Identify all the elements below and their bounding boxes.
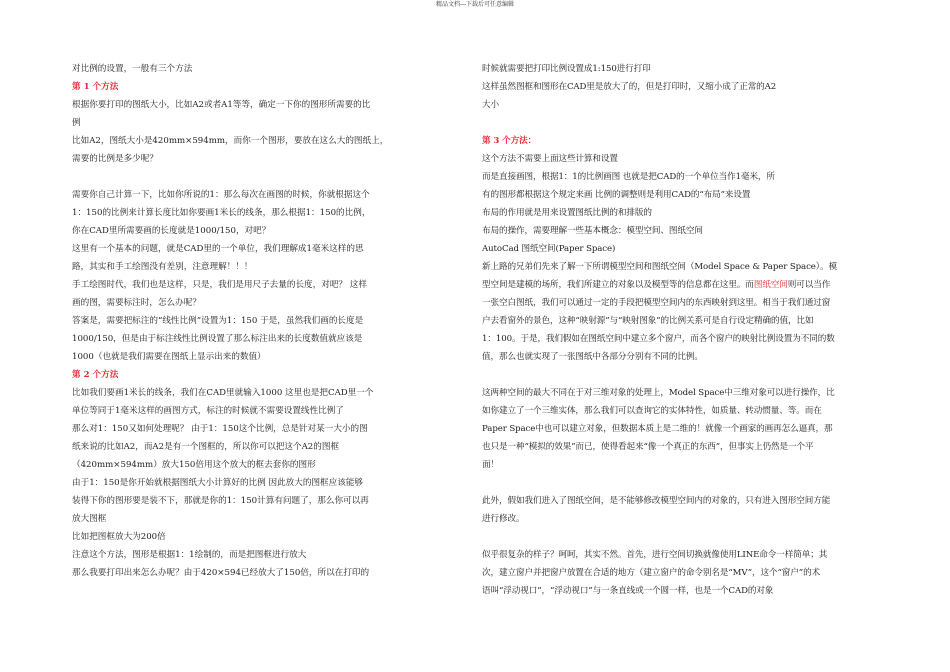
paragraph-line: 比如把图框放大为200倍 xyxy=(72,532,166,542)
paragraph-line: 一张空白图纸，我们可以通过一定的手段把模型空间内的东西映射到这里。相当于我们通过窗 xyxy=(482,298,831,308)
intro-line: 对比例的设置，一般有三个方法 xyxy=(72,64,193,74)
paragraph-line: 比如A2，图纸大小是420mm×594mm，而你一个图形，要放在这么大的图纸上， xyxy=(72,136,389,146)
paragraph-line: 1：150的比例来计算长度比如你要画1米长的线条，那么根据1：150的比例， xyxy=(72,208,371,218)
paragraph-line: 时候就需要把打印比例设置成1:150进行打印 xyxy=(482,64,651,74)
paragraph-line: 面！ xyxy=(482,460,499,470)
left-column xyxy=(72,60,412,582)
paragraph-line: 这样虽然图框和图形在CAD里是放大了的，但是打印时，又缩小成了正常的A2 xyxy=(482,82,777,92)
paragraph-line: 布局的作用就是用来设置图纸比例的和排版的 xyxy=(482,208,652,218)
paragraph-line: 新上路的兄弟们先来了解一下所谓模型空间和图纸空间（Model Space & Paper Space）。模 xyxy=(482,262,837,272)
right-column xyxy=(482,60,877,600)
paragraph-line xyxy=(482,276,877,294)
paragraph-line: 需要你自己计算一下，比如你所说的1：那么每次在画图的时候，你就根据这个 xyxy=(72,190,370,200)
paragraph-line: 1：100。于是，我们假如在图纸空间中建立多个窗户，而各个窗户的映射比例设置为不同的数 xyxy=(482,334,835,344)
paragraph-line: 1000（也就是我们需要在图纸上显示出来的数值） xyxy=(72,352,266,362)
paragraph-line: 那么我要打印出来怎么办呢？由于420×594已经放大了150倍，所以在打印的 xyxy=(72,568,370,578)
paragraph-line: 也只是一种“模拟的效果”而已，使得看起来“像一个真正的东西”，但事实上仍然是一个平 xyxy=(482,442,814,452)
paragraph-line: 有的图形都根据这个规定来画 比例的调整则是利用CAD的“布局”来设置 xyxy=(482,190,751,200)
text-segment: 型空间是建模的场所，我们所建立的对象以及模型等的信息都在这里。而 xyxy=(482,280,754,290)
paragraph-line: 纸来说的比如A2，而A2是有一个图框的，所以你可以把这个A2的图框 xyxy=(72,442,340,452)
paragraph-line: 根据你要打印的图纸大小，比如A2或者A1等等，确定一下你的图形所需要的比 xyxy=(72,100,371,110)
paragraph-line: 这里有一个基本的问题，就是CAD里的一个单位，我们理解成1毫米这样的思 xyxy=(72,244,364,254)
paragraph-line: 大小 xyxy=(482,100,499,110)
paragraph-line: 路，其实和手工绘图没有差别，注意理解！！！ xyxy=(72,262,253,272)
paragraph-line: 1000/150，但是由于标注线性比例设置了那么标注出来的长度数值就应该是 xyxy=(72,334,363,344)
paragraph-line: 值，那么也就实现了一张图纸中各部分分别有不同的比例。 xyxy=(482,352,703,362)
method-3-heading: 第 3 个方法： xyxy=(482,136,537,146)
paragraph-line: 户去看窗外的景色，这种“映射源”与“映射图象”的比例关系可是自行设定精确的值，比如 xyxy=(482,316,814,326)
paragraph-line: 比如我们要画1米长的线条，我们在CAD里就输入1000 这里也是把CAD里一个 xyxy=(72,388,374,398)
paragraph-line: 进行修改。 xyxy=(482,514,525,524)
paragraph-line: 此外，假如我们进入了图纸空间，是不能够修改模型空间内的对象的，只有进入图形空间方能 xyxy=(482,496,831,506)
paragraph-line: AutoCad 图纸空间(Paper Space) xyxy=(482,244,616,254)
paragraph-line: 放大图框 xyxy=(72,514,107,524)
paragraph-line: 注意这个方法，图形是根据1：1绘制的，而是把图框进行放大 xyxy=(72,550,307,560)
text-segment: 则可以当作 xyxy=(787,280,831,290)
method-1-heading: 第 1 个方法 xyxy=(72,82,119,92)
paragraph-line: 语叫“浮动视口”，“浮动视口”与一条直线或一个圆一样，也是一个CAD的对象 xyxy=(482,586,774,596)
paragraph-line: 如你建立了一个三维实体，那么我们可以查询它的实体特性，如质量、转动惯量、等。而在 xyxy=(482,406,822,416)
paper-space-highlight: 图纸空间 xyxy=(753,280,788,290)
paragraph-line: 这两种空间的最大不同在于对三维对象的处理上，Model Space中三维对象可以进行操作，比 xyxy=(482,388,835,398)
paragraph-line: 单位等同于1毫米这样的画图方式，标注的时候就不需要设置线性比例了 xyxy=(72,406,344,416)
paragraph-line: 布局的操作，需要理解一些基本概念：模型空间、图纸空间 xyxy=(482,226,703,236)
paragraph-line: 例 xyxy=(72,118,81,128)
paragraph-line: 由于1：150是你开始就根据图纸大小计算好的比例 因此放大的图框应该能够 xyxy=(72,478,364,488)
paragraph-line: Paper Space中也可以建立对象，但数据本质上是二维的！就像一个画家的画再怎么逼真，那 xyxy=(482,424,833,434)
paragraph-line: 需要的比例是多少呢？ xyxy=(72,154,158,164)
paragraph-line: （420mm×594mm）放大150倍用这个放大的框去套你的图形 xyxy=(72,460,316,470)
paragraph-line: 似乎很复杂的样子？呵呵，其实不然。首先，进行空间切换就像使用LINE命令一样简单；其 xyxy=(482,550,828,560)
paragraph-line: 你在CAD里所需要画的长度就是1000/150，对吧？ xyxy=(72,226,271,236)
method-2-heading: 第 2 个方法 xyxy=(72,370,119,380)
paragraph-line: 装得下你的图形要是装不下，那就是你的1：150计算有问题了，那么你可以再 xyxy=(72,496,369,506)
paragraph-line: 答案是，需要把标注的“线性比例”设置为1：150 于是，虽然我们画的长度是 xyxy=(72,316,364,326)
paragraph-line: 而是直接画图，根据1：1的比例画图 也就是把CAD的一个单位当作1毫米，所 xyxy=(482,172,775,182)
paragraph-line: 这个方法不需要上面这些计算和设置 xyxy=(482,154,618,164)
page-header: 精品文档---下载后可任意编辑 xyxy=(435,1,515,8)
paragraph-line: 手工绘图时代，我们也是这样，只是，我们是用尺子去量的长度，对吧？ 这样 xyxy=(72,280,367,290)
paragraph-line: 画的图，需要标注时，怎么办呢？ xyxy=(72,298,201,308)
paragraph-line: 次，建立窗户并把窗户放置在合适的地方（建立窗户的命令别名是“MV”，这个“窗户”的术 xyxy=(482,568,821,578)
paragraph-line: 那么对1：150又如何处理呢？ 由于1：150这个比例，总是针对某一大小的图 xyxy=(72,424,368,434)
